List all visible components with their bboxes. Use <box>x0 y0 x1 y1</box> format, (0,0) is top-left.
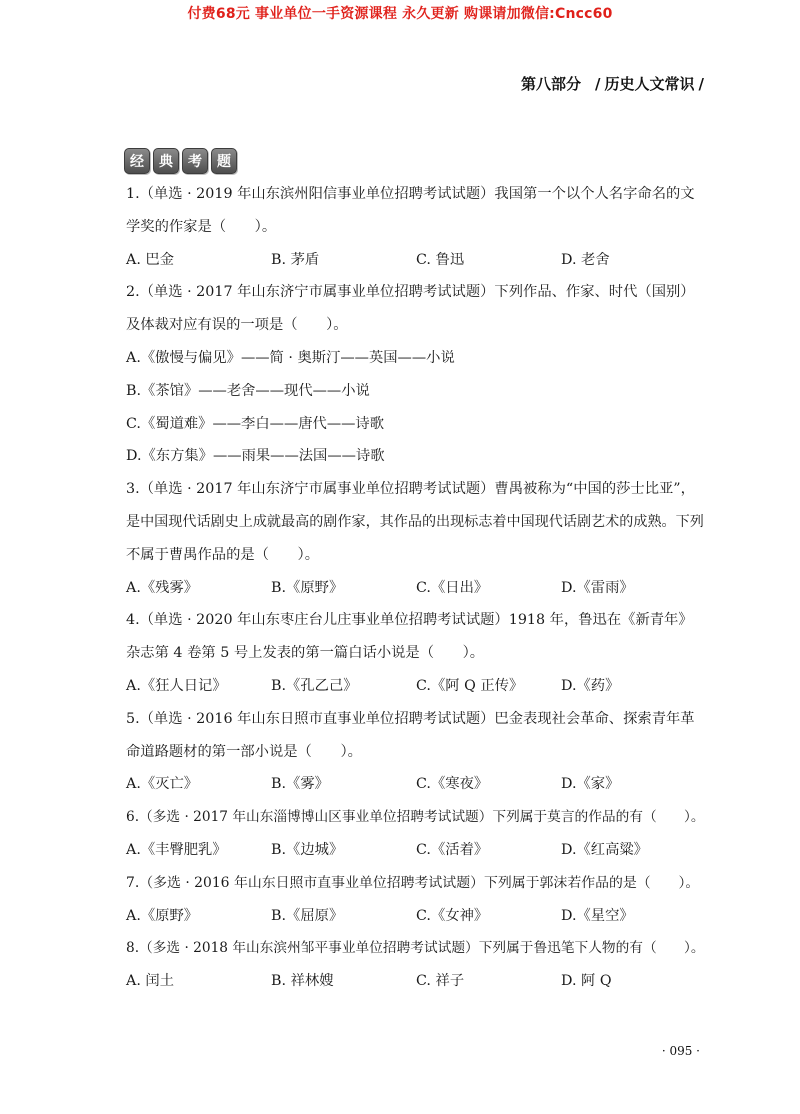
question <box>126 178 706 276</box>
option: C.《寒夜》 <box>416 776 489 793</box>
question-stem: 3.（单选 · 2017 年山东济宁市属事业单位招聘考试试题）曹禺被称为“中国的莎士比亚”， <box>126 481 695 498</box>
options-row <box>126 900 706 933</box>
option: A.《傲慢与偏见》——简 · 奥斯汀——英国——小说 <box>126 349 455 366</box>
question-stem: 8.（多选 · 2018 年山东滨州邹平事业单位招聘考试试题）下列属于鲁迅笔下人物的有（ ）。 <box>126 940 705 957</box>
option: B.《屈原》 <box>271 907 344 924</box>
option: B.《茶馆》——老舍——现代——小说 <box>126 382 370 399</box>
question-stem: 1.（单选 · 2019 年山东滨州阳信事业单位招聘考试试题）我国第一个以个人名字命名的文 <box>126 186 695 202</box>
separator: / <box>595 75 601 93</box>
question-stem: 学奖的作家是（ ）。 <box>126 218 277 235</box>
options-row <box>126 670 706 703</box>
question-stem: 5.（单选 · 2016 年山东日照市直事业单位招聘考试试题）巴金表现社会革命、探索青年革 <box>126 710 695 727</box>
option: B.《孔乙己》 <box>271 677 358 694</box>
question-stem: 4.（单选 · 2020 年山东枣庄台儿庄事业单位招聘考试试题）1918 年，鲁迅在《新青年》 <box>126 612 693 629</box>
question <box>126 932 706 998</box>
question <box>126 604 706 702</box>
options-row <box>126 834 706 867</box>
option: D.《红高粱》 <box>561 841 648 858</box>
option: C.《活着》 <box>416 841 489 858</box>
option: A.《灭亡》 <box>126 776 199 793</box>
options-row <box>126 244 706 277</box>
option: A. 闰土 <box>126 973 175 990</box>
option: C.《蜀道难》——李白——唐代——诗歌 <box>126 415 385 432</box>
classic-exam-badge <box>124 148 240 174</box>
promo-banner: 付费68元 事业单位一手资源课程 永久更新 购课请加微信:Cncc60 <box>187 6 613 22</box>
option: D. 阿 Q <box>561 973 612 990</box>
badge-char: 经 <box>124 148 150 174</box>
question-list <box>126 178 706 998</box>
option: B.《边城》 <box>271 841 344 858</box>
option: D.《雷雨》 <box>561 579 634 596</box>
part-label: 第八部分 <box>521 75 582 93</box>
option: C.《阿 Q 正传》 <box>416 677 524 694</box>
option: B. 祥林嫂 <box>271 973 334 990</box>
question <box>126 473 706 604</box>
page-number: · 095 · <box>661 1044 700 1058</box>
question-stem: 是中国现代话剧史上成就最高的剧作家，其作品的出现标志着中国现代话剧艺术的成熟。下列 <box>126 513 704 530</box>
question-stem: 杂志第 4 卷第 5 号上发表的第一篇白话小说是（ ）。 <box>126 645 485 662</box>
option: C. 鲁迅 <box>416 251 465 268</box>
option: D.《星空》 <box>561 907 634 924</box>
option: A.《原野》 <box>126 907 199 924</box>
options-row <box>126 965 706 998</box>
section-header <box>521 73 704 94</box>
option: A.《残雾》 <box>126 579 199 596</box>
question <box>126 867 706 933</box>
question <box>126 703 706 801</box>
question-stem: 7.（多选 · 2016 年山东日照市直事业单位招聘考试试题）下列属于郭沫若作品的是（ ）。 <box>126 874 700 891</box>
question-stem: 2.（单选 · 2017 年山东济宁市属事业单位招聘考试试题）下列作品、作家、时代（国别） <box>126 284 695 301</box>
question-stem: 命道路题材的第一部小说是（ ）。 <box>126 743 362 760</box>
option: A. 巴金 <box>126 251 175 268</box>
option: A.《丰臀肥乳》 <box>126 841 227 858</box>
option: D.《东方集》——雨果——法国——诗歌 <box>126 448 385 465</box>
option: B.《原野》 <box>271 579 344 596</box>
option: D.《药》 <box>561 677 620 694</box>
badge-char: 典 <box>153 148 179 174</box>
option: C. 祥子 <box>416 973 465 990</box>
question-stem: 不属于曹禺作品的是（ ）。 <box>126 546 320 563</box>
question <box>126 801 706 867</box>
options-row <box>126 572 706 605</box>
option: D.《家》 <box>561 776 620 793</box>
option: B. 茅盾 <box>271 251 320 268</box>
option: C.《日出》 <box>416 579 489 596</box>
badge-char: 考 <box>182 148 208 174</box>
question-stem: 6.（多选 · 2017 年山东淄博博山区事业单位招聘考试试题）下列属于莫言的作品的有（ ）。 <box>126 809 705 826</box>
options-row <box>126 768 706 801</box>
option: B.《雾》 <box>271 776 329 793</box>
option: A.《狂人日记》 <box>126 677 227 694</box>
separator-end: / <box>698 75 704 93</box>
topic-label: 历史人文常识 <box>604 75 695 93</box>
option: C.《女神》 <box>416 907 489 924</box>
question-stem: 及体裁对应有误的一项是（ ）。 <box>126 317 348 334</box>
question <box>126 276 706 473</box>
option: D. 老舍 <box>561 251 610 268</box>
badge-char: 题 <box>211 148 237 174</box>
